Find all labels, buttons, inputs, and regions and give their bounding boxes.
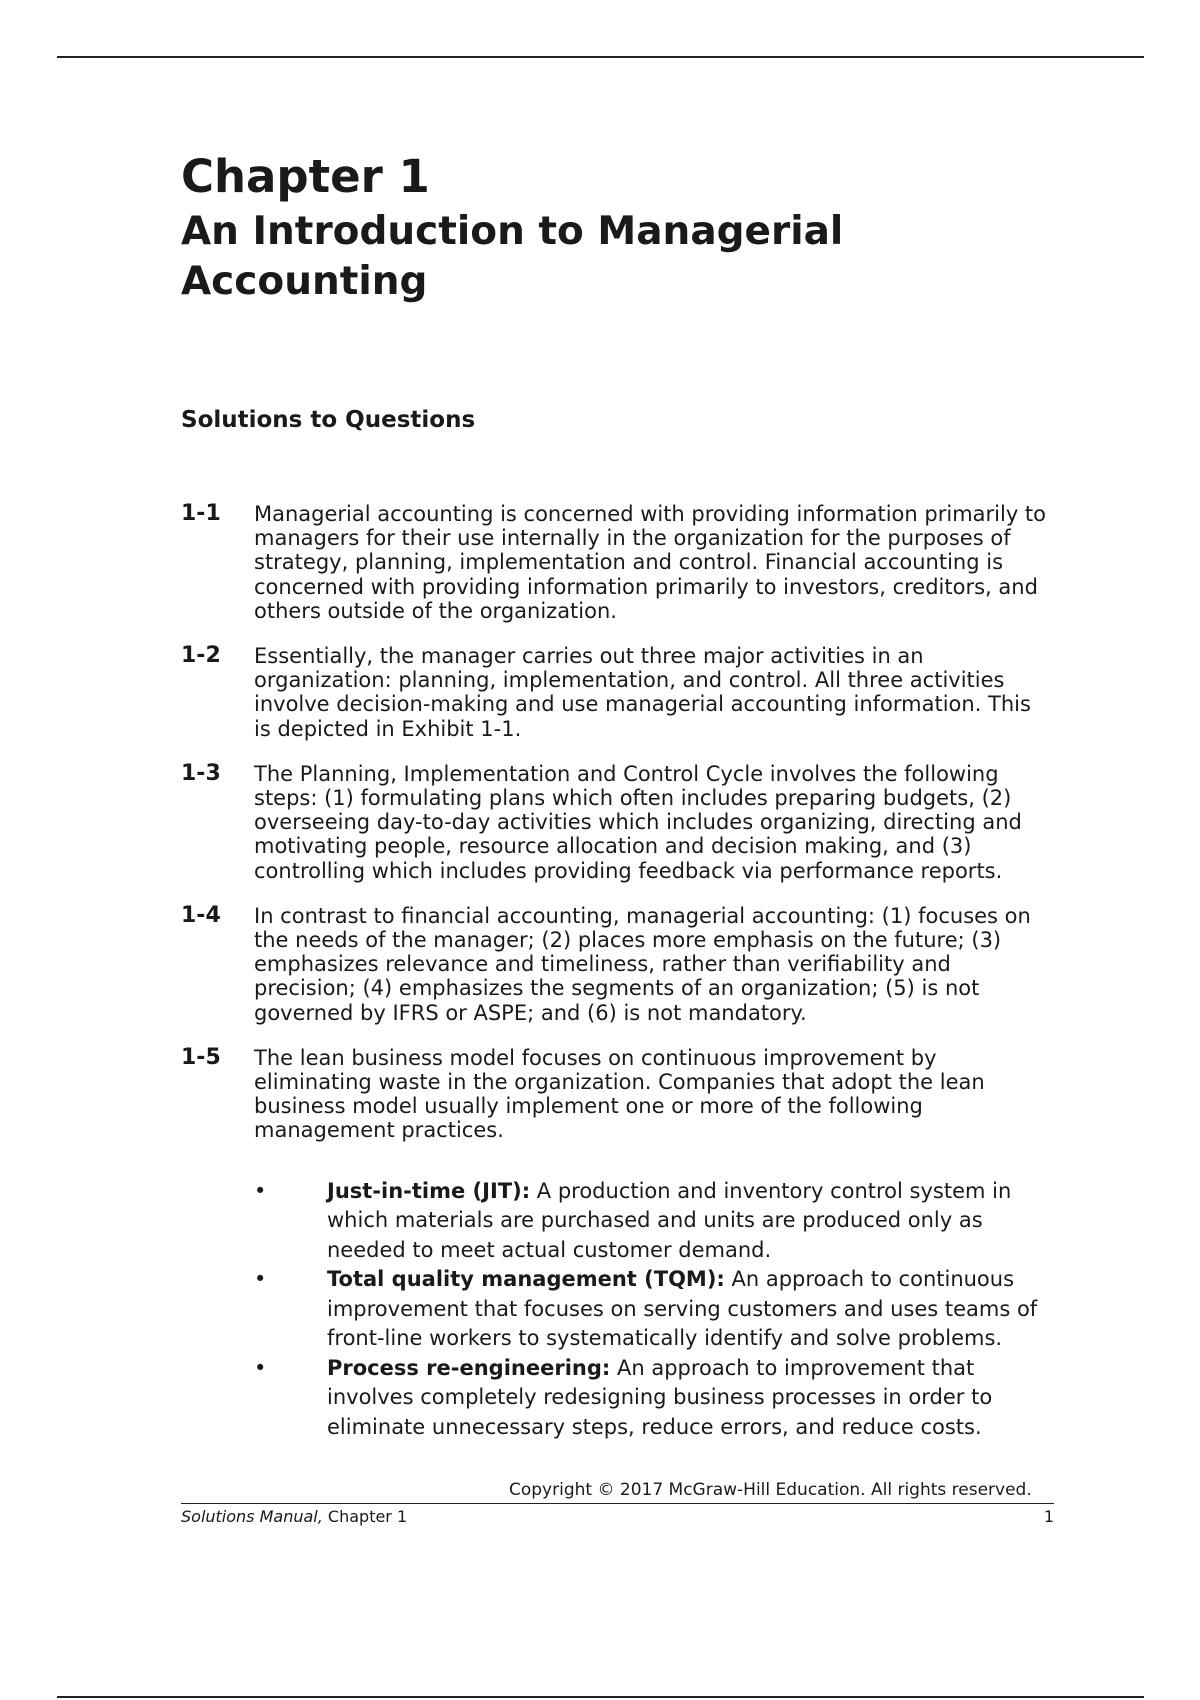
question-answer-text: In contrast to financial accounting, managerial accounting: (1) focuses on the needs of the manager; (2) places more emphasis on the future; (3) emphasizes relevance and timeliness, rather than verifiability and precision; (4) emphasizes the segments of an organization; (5) is not governed by IFRS or ASPE; and (6) is not mandatory.	[254, 903, 1031, 1025]
question-number: 1-1	[181, 501, 221, 526]
question-answer-text: The Planning, Implementation and Control Cycle involves the following steps: (1) formulating plans which often includes preparing budgets, (2) overseeing day-to-day activities which includes organizing, directing and motivating people, resource allocation and decision making, and (3) controlling which includes providing feedback via performance reports.	[254, 761, 1022, 883]
question-item	[181, 762, 1054, 883]
question-item	[181, 502, 1054, 623]
copyright-notice: Copyright © 2017 McGraw-Hill Education. All rights reserved.	[509, 1480, 1032, 1500]
bullet-marker: •	[254, 1267, 267, 1292]
question-number: 1-4	[181, 902, 221, 928]
question-item	[181, 644, 1054, 741]
footer-chapter-ref: Chapter 1	[322, 1507, 408, 1526]
questions-list	[181, 502, 1054, 1463]
bullet-text: A production and inventory control system in which materials are purchased and units are produced only as needed to meet actual customer demand.	[327, 1178, 1012, 1262]
bullet-text: An approach to continuous improvement that focuses on serving customers and uses teams of front-line workers to systematically identify and solve problems.	[327, 1267, 1038, 1351]
question-answer-text: Managerial accounting is concerned with providing information primarily to managers for their use internally in the organization for the purposes of strategy, planning, implementation and control. Financial accounting is concerned with providing information primarily to investors, creditors, and others outside of the organization.	[254, 502, 1047, 623]
bullet-marker: •	[254, 1355, 267, 1380]
section-heading: Solutions to Questions	[181, 407, 476, 433]
question-answer-text: The lean business model focuses on continuous improvement by eliminating waste in the organization. Companies that adopt the lean business model usually implement one or more of the following management practices.	[254, 1045, 985, 1143]
bullet-marker: •	[254, 1178, 267, 1203]
footer-running-title	[181, 1507, 407, 1527]
chapter-label: Chapter 1	[181, 150, 430, 203]
bullet-term: Total quality management (TQM):	[327, 1267, 725, 1292]
bullet-item-tqm	[254, 1265, 1054, 1354]
top-page-rule	[57, 56, 1144, 58]
practices-bullet-list	[254, 1177, 1054, 1443]
question-item	[181, 904, 1054, 1025]
question-number: 1-3	[181, 760, 221, 786]
bullet-item-process-reengineering	[254, 1354, 1054, 1443]
footer-rule	[181, 1503, 1054, 1504]
bullet-term: Process re-engineering:	[327, 1355, 611, 1380]
question-number: 1-2	[181, 643, 221, 669]
question-answer-text: Essentially, the manager carries out three major activities in an organization: planning, implementation, and control. All three activities involve decision-making and use managerial accounting information. This is depicted in Exhibit 1-1.	[254, 644, 1031, 741]
bottom-page-rule	[57, 1696, 1144, 1698]
footer-manual-title: Solutions Manual,	[181, 1507, 323, 1526]
bullet-item-jit	[254, 1177, 1054, 1266]
question-item	[181, 1046, 1054, 1442]
bullet-text: An approach to improvement that involves completely redesigning business processes in order to eliminate unnecessary steps, reduce errors, and reduce costs.	[327, 1355, 993, 1439]
page-number: 1	[1043, 1507, 1054, 1526]
chapter-title: An Introduction to Managerial Accounting	[181, 209, 844, 304]
bullet-term: Just-in-time (JIT):	[327, 1178, 531, 1203]
question-number: 1-5	[181, 1044, 221, 1070]
